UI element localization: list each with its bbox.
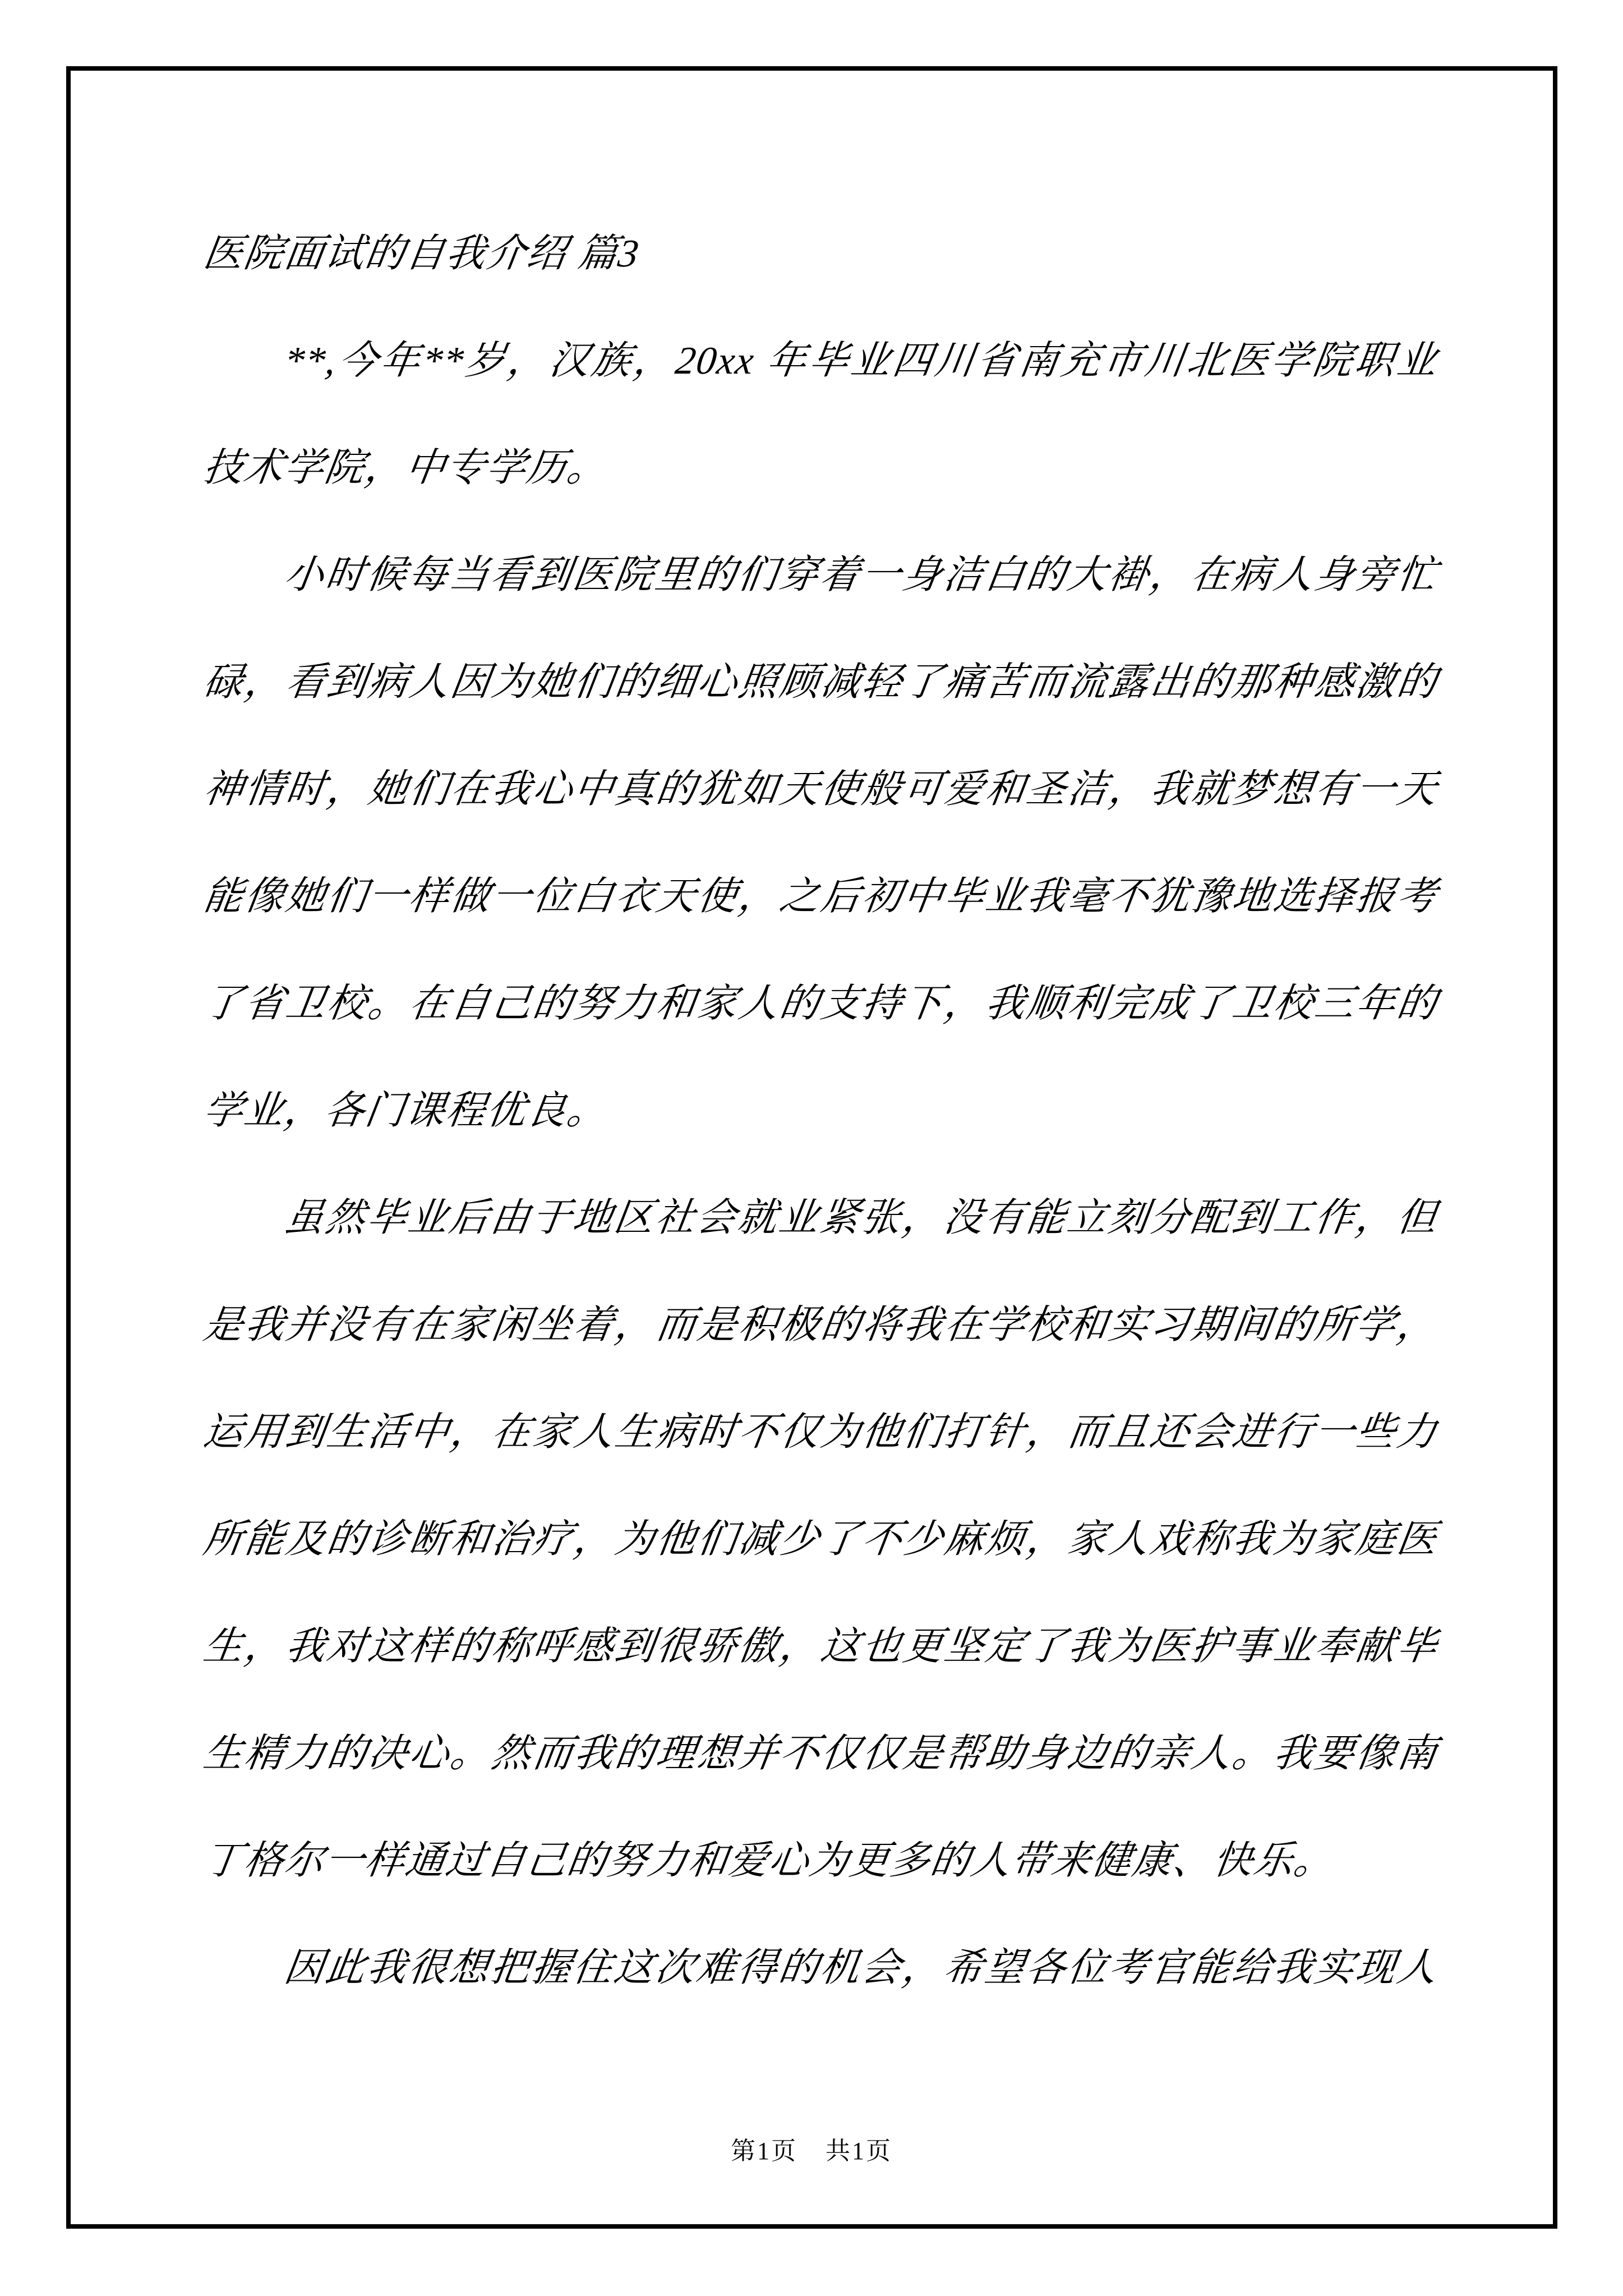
text-line: 所能及的诊断和治疗，为他们减少了不少麻烦，家人戏称我为家庭医 [201,1518,1441,1561]
text-line: 生精力的决心。然而我的理想并不仅仅是帮助身边的亲人。我要像南 [201,1732,1441,1775]
text-line: 丁格尔一样通过自己的努力和爱心为更多的人带来健康、快乐。 [201,1839,1338,1883]
text-line: 了省卫校。在自己的努力和家人的支持下，我顺利完成了卫校三年的 [201,982,1441,1025]
text-line: 碌，看到病人因为她们的细心照顾减轻了痛苦而流露出的那种感激的 [201,661,1441,704]
text-line: **,今年**岁，汉族，20xx 年毕业四川省南充市川北医学院职业 [282,339,1441,383]
text-line: 神情时，她们在我心中真的犹如天使般可爱和圣洁，我就梦想有一天 [201,768,1441,811]
page-number: 第1页 [731,2137,797,2165]
text-line: 运用到生活中，在家人生病时不仅为他们打针，而且还会进行一些力 [201,1411,1441,1454]
text-line: 是我并没有在家闲坐着，而是积极的将我在学校和实习期间的所学， [201,1304,1441,1347]
page-total: 共1页 [826,2137,892,2165]
text-line: 虽然毕业后由于地区社会就业紧张，没有能立刻分配到工作，但 [282,1197,1441,1240]
text-line: 能像她们一样做一位白衣天使，之后初中毕业我毫不犹豫地选择报考 [201,875,1441,918]
text-line: 小时候每当看到医院里的们穿着一身洁白的大褂，在病人身旁忙 [282,554,1441,597]
page-footer [0,2131,1623,2166]
text-line: 因此我很想把握住这次难得的机会，希望各位考官能给我实现人 [282,1947,1441,1990]
text-line: 生，我对这样的称呼感到很骄傲，这也更坚定了我为医护事业奉献毕 [201,1625,1441,1668]
document-content [196,200,1441,2022]
document-title: 医院面试的自我介绍 篇3 [201,232,643,275]
text-line: 学业，各门课程优良。 [201,1089,611,1133]
text-line: 技术学院，中专学历。 [201,447,611,490]
